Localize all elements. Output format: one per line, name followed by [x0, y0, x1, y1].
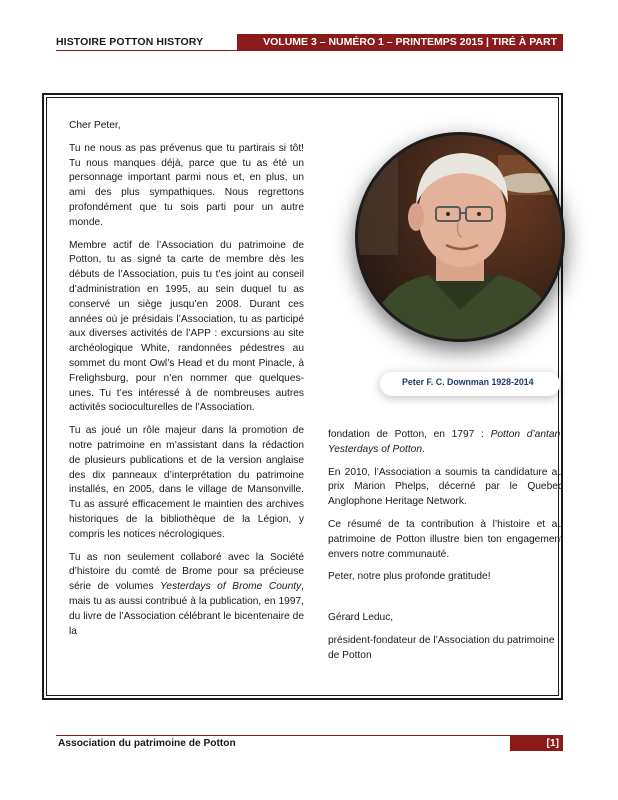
letter-paragraph-4: Tu as non seulement collaboré avec la Société d’histoire du comté de Brome pour sa précieuse série de volumes Yesterdays of Brome County, mais tu as aussi contribué à la publication, en 1997, du livre de l’Association célébrant le bicentenaire de la [69, 551, 305, 637]
page-number: [1] [546, 738, 559, 749]
letter-paragraph-2: Membre actif de l’Association du patrimoine de Potton, tu as signé ta carte de membre dès les débuts de l’Association, puis tu t’es joint au conseil d’administration en 1995, au sein duquel tu as conservé un siège jusqu’en 2008. Durant ces années où je présidais l’Association, tu as participé aux diverses activités de l’APP : excursions au site archéologique White, randonnées pédestres au sommet du mont Owl’s Head et du mont Pinacle, à Frelighsburg, pour n’en nommer que quelques-unes. Tu t’es intéressé à de nombreuses autres activités socioculturelles de l’Association. [69, 239, 304, 414]
footer-divider [56, 735, 563, 736]
book-title-potton-dantan: Potton d’antan [490, 429, 561, 440]
signature-title: président-fondateur de l’Association du patrimoine de Potton [328, 634, 555, 661]
issue-banner [237, 34, 563, 50]
letter-column-left [69, 119, 304, 647]
letter-salutation: Cher Peter, [69, 120, 121, 131]
issue-label: VOLUME 3 – NUMÉRO 1 – PRINTEMPS 2015 | TIRÉ À PART [263, 36, 557, 48]
portrait-image [358, 135, 562, 339]
letter-paragraph-6: En 2010, l’Association a soumis ta candidature au prix Marion Phelps, décerné par le Quebec Anglophone Heritage Network. [328, 466, 563, 508]
publication-title: HISTOIRE POTTON HISTORY [56, 36, 204, 48]
letter-column-right [328, 428, 563, 672]
header-divider [56, 50, 563, 51]
letter-paragraph-7: Ce résumé de ta contribution à l’histoire et au patrimoine de Potton illustre bien ton engagement envers notre communauté. [328, 518, 563, 560]
letter-paragraph-1: Tu ne nous as pas prévenus que tu partirais si tôt! Tu nous manques déjà, parce que tu as été un personnage important parmi nous et, en plus, un ami des plus sympathiques. Nous regrettons profondément que tu sois parti pour un autre monde. [69, 142, 304, 228]
letter-paragraph-5: fondation de Potton, en 1797 : Potton d’antan, Yesterdays of Potton. [328, 429, 563, 455]
page-number-badge [510, 736, 563, 751]
book-title-yesterdays-of-brome: Yesterdays of Brome County [160, 581, 302, 593]
footer-organization: Association du patrimoine de Potton [58, 738, 236, 749]
letter-paragraph-3: Tu as joué un rôle majeur dans la promotion de notre patrimoine en m’assistant dans la rédaction de plusieurs publications et de la version anglaise des dix panneaux d’interprétation du patrimoine installés, en 2005, dans le village de Mansonville. Tu as assuré efficacement le maintien des archives historiques de la bibliothèque de la Légion, y compris les notices nécrologiques. [69, 425, 304, 540]
signature-name: Gérard Leduc, [328, 612, 394, 624]
photo-caption: Peter F. C. Downman 1928-2014 [402, 377, 534, 387]
book-title-yesterdays-of-potton: Yesterdays of Potton [328, 443, 423, 455]
letter-closing: Peter, notre plus profonde gratitude! [328, 571, 491, 583]
portrait-photo [355, 132, 565, 342]
